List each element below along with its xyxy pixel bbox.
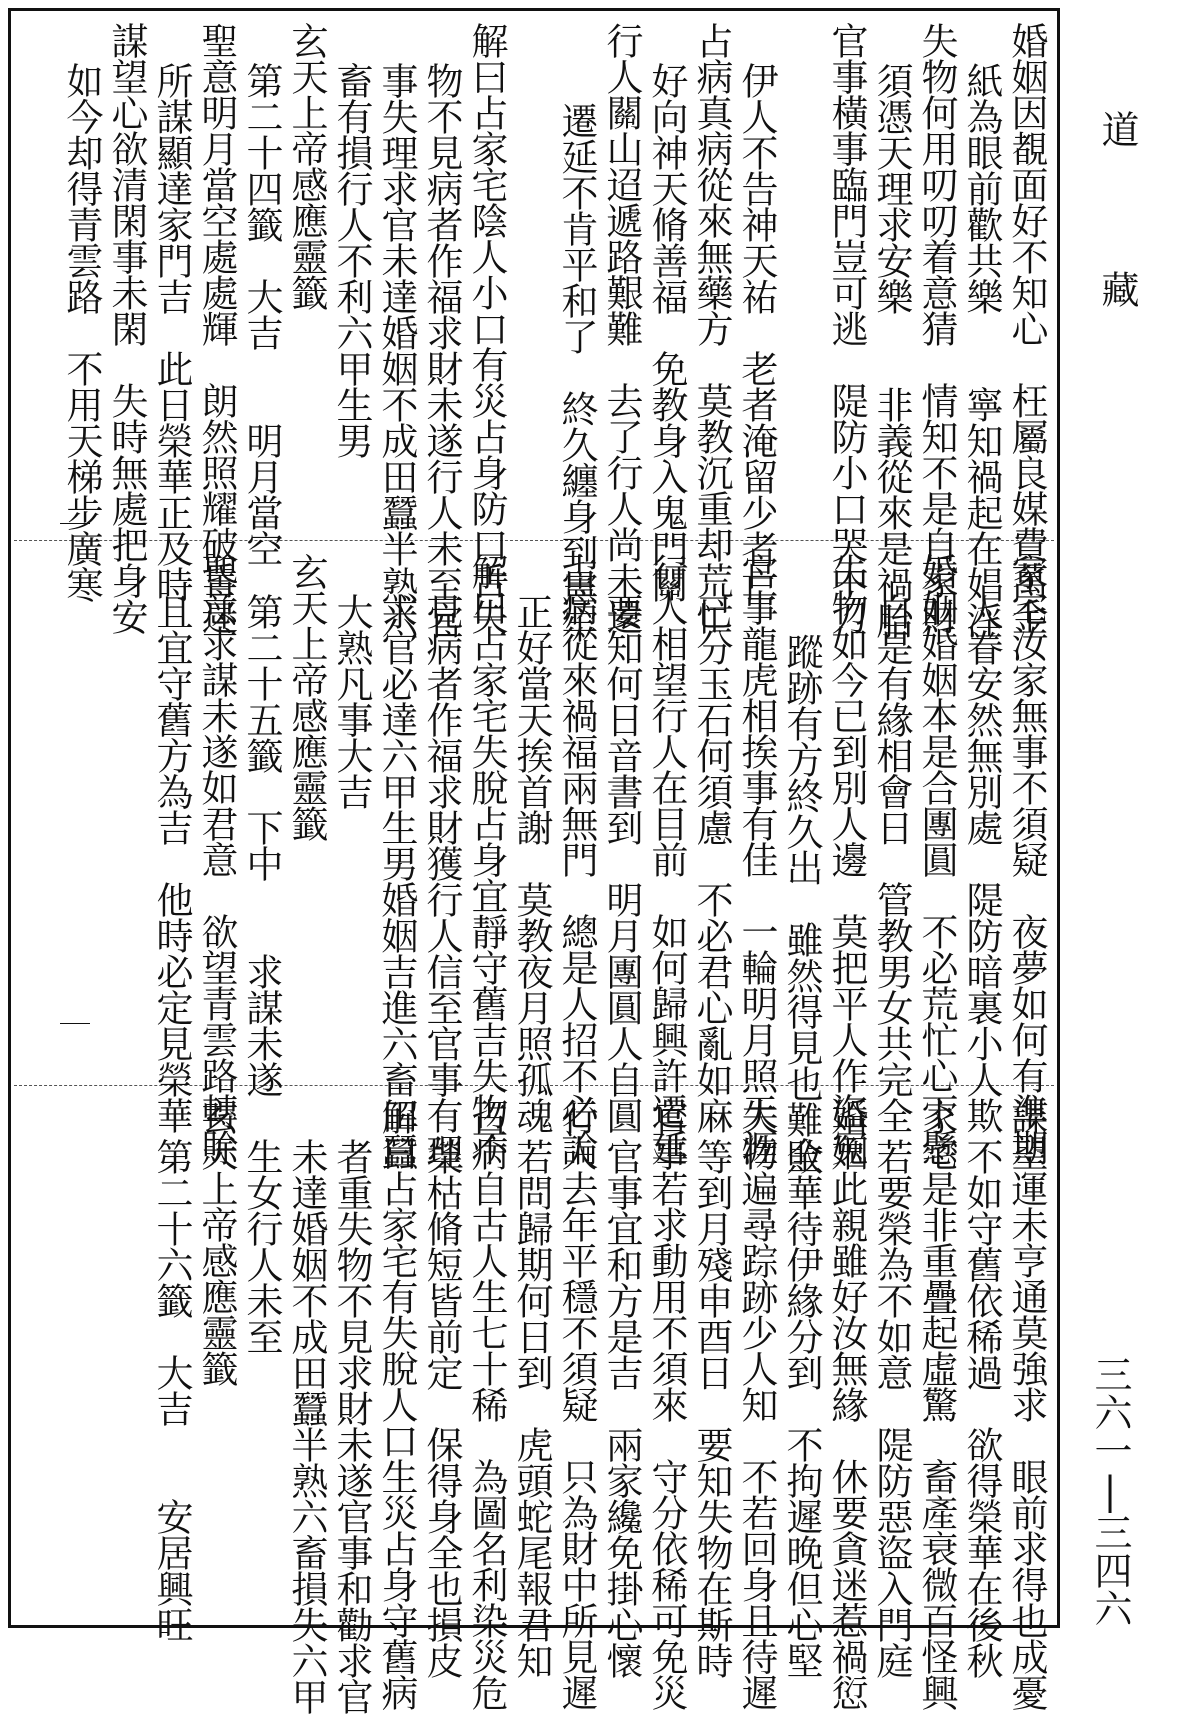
text-band-bottom	[14, 1090, 1054, 1714]
text-column: 官事龍虎相挨事有佳 一輪明月照天涯	[735, 553, 778, 1165]
text-column: 紙為眼前歡共樂 寧知禍起在娼淫	[960, 62, 1003, 638]
text-column: 行人去年平穩不須疑 只為財中所見遲	[555, 1098, 598, 1710]
text-column: 婚姻因覩面好不知心 枉屬良媒費萬金	[1005, 22, 1048, 634]
text-band-top	[14, 14, 1054, 642]
text-column: 求官必達六甲生男婚姻吉進六畜田蠶	[375, 593, 418, 1169]
text-column: 第二十六籤 大吉 安居興旺	[150, 1138, 193, 1642]
text-column: 解曰占家宅陰人小口有災占身防口舌失	[465, 22, 508, 634]
text-column: 官事若求動用不須來 守分依稀可免災	[645, 1098, 688, 1710]
text-column: 玄天上帝感應靈籤	[285, 22, 328, 310]
text-column: 家宅是非重疊起虛驚 畜產衰微百怪興	[915, 1098, 958, 1710]
text-column: 人眷安然無別處 隄防暗裏小人欺	[960, 593, 1003, 1133]
text-column: 須憑天理求安樂 非義從來是禍胎	[870, 62, 913, 638]
text-column: 自是有緣相會日 管教男女共完全	[870, 593, 913, 1133]
text-column: 見病者作福求財獲行人信至官事有理	[420, 593, 463, 1169]
text-column: 伊人不告神天祐 老者淹留少者亡	[735, 62, 778, 602]
text-column: 如今却得青雲路 不用天梯步廣寒	[60, 62, 103, 602]
text-column: 物不見病者作福求財未遂行人未至官	[420, 62, 463, 638]
text-column: 家宅汝家無事不須疑 夜夢如何有準期	[1005, 553, 1048, 1165]
text-column: 聖意明月當空處處輝 朗然照耀破昏迷	[195, 22, 238, 634]
text-column: 生女行人未至	[240, 1138, 283, 1354]
text-column: 榮枯脩短皆前定 保得身全也損皮	[420, 1138, 463, 1678]
text-column: 所謀顯達家門吉 此日榮華正及時	[150, 62, 193, 602]
text-column: 等到月殘申酉日 要知失物在斯時	[690, 1138, 733, 1678]
text-column: 官事宜和方是吉 兩家纔免掛心懷	[600, 1138, 643, 1678]
page-number: 三六一|三四六	[1088, 1355, 1132, 1627]
text-column: 第二十五籤 下中 求謀未遂	[240, 593, 283, 1097]
text-column: 玄天上帝感應靈籤	[285, 553, 328, 841]
text-column: 遷延不肯平和了 終久纏身到憲牢	[555, 102, 598, 642]
text-column: 婚姻婚姻本是合團圓 不必荒忙心下懸	[915, 553, 958, 1165]
text-column: 事失理求官未達婚姻不成田蠶半熟六	[375, 62, 418, 638]
text-column: 占病自古人生七十稀 為圖名利染災危	[465, 1098, 508, 1710]
margin-title-dao: 道	[1095, 110, 1139, 152]
text-column: 好向神天脩善福 免教身入鬼門關	[645, 62, 688, 602]
text-column: 行人關山迢遞路艱難 去了行人尚未還	[600, 22, 643, 634]
text-column: 未達婚姻不成田蠶半熟六畜損失六甲	[285, 1138, 328, 1714]
text-column: 若要榮為不如意 隄防惡盜入門庭	[870, 1138, 913, 1678]
text-column: 蹤跡有方終久出 雖然得見也難全	[780, 633, 823, 1173]
text-column: 大熟凡事大吉	[330, 593, 373, 809]
text-column: 正好當天挨首謝 莫教夜月照孤魂	[510, 593, 553, 1133]
text-column: 解曰占家宅有失脫人口生災占身守舊病	[375, 1098, 418, 1710]
text-column: 玄天上帝感應靈籤	[195, 1098, 238, 1386]
text-column: 解曰占家宅失脫占身宜靜守舊吉失物不	[465, 553, 508, 1165]
text-column: 聖意求謀未遂如君意 欲望青雲路轉賖	[195, 553, 238, 1165]
text-column: 已分玉石何須慮 不必君心亂如麻	[690, 593, 733, 1133]
text-column: 失物如今已到別人邊 莫把平人作盜冤	[825, 553, 868, 1165]
text-column: 者重失物不見求財未遂官事和勸求官	[330, 1138, 373, 1714]
text-band-middle	[14, 545, 1054, 1173]
text-column: 占病真病從來無藥方 莫教沉重却荒忙	[690, 22, 733, 634]
text-column: 且宜守舊方為吉 他時必定見榮華	[150, 593, 193, 1133]
text-column: 若問歸期何日到 虎頭蛇尾報君知	[510, 1138, 553, 1678]
text-column: 占病從來禍福兩無門 總是人招不必論	[555, 553, 598, 1165]
text-column: 畜有損行人不利六甲生男	[330, 62, 373, 458]
text-column: 要知何日音書到 明月團圓人自圓	[600, 593, 643, 1133]
text-column: 第二十四籤 大吉 明月當空	[240, 62, 283, 566]
text-column: 失物遍尋踪跡少人知 不若回身且待遲	[735, 1098, 778, 1710]
text-column: 不如守舊依稀過 欲得榮華在後秋	[960, 1138, 1003, 1678]
text-column: 婚姻此親雖好汝無緣 休要貪迷惹禍愆	[825, 1098, 868, 1710]
text-column: 官事橫事臨門豈可逃 隄防小口哭中刀	[825, 22, 868, 634]
text-column: 敗華待伊緣分到 不拘遲晚但心堅	[780, 1138, 823, 1678]
text-column: 失物何用叨叨着意猜 情知不是自家財	[915, 22, 958, 634]
text-column: 謀望運未亨通莫強求 眼前求得也成憂	[1005, 1098, 1048, 1710]
text-column: 謀望心欲清閑事未閑 失時無處把身安	[105, 22, 148, 634]
text-column: 行人相望行人在目前 如何歸興許遷延	[645, 553, 688, 1165]
margin-title-zang: 藏	[1095, 270, 1139, 312]
